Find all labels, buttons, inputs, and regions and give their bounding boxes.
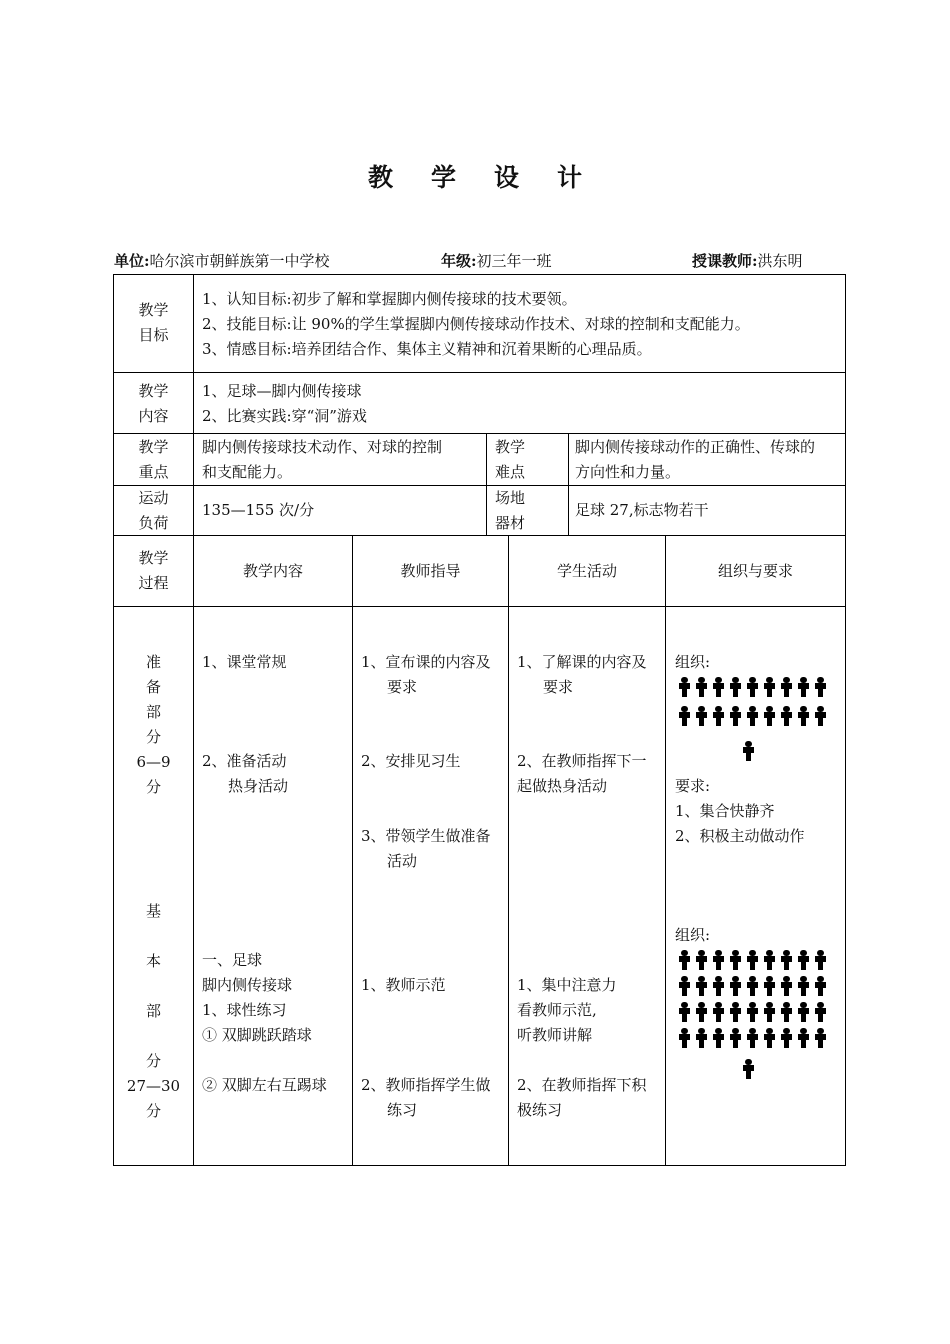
prep-teacher-3a: 3、带领学生做准备: [361, 827, 491, 845]
process-label-1: 教学: [138, 549, 169, 567]
header-student-activity: 学生活动: [556, 562, 617, 580]
basic-side-label: 27—30: [126, 1077, 181, 1095]
load-value: 135—155 次/分: [202, 501, 315, 519]
student-figure-icon: [695, 950, 708, 970]
student-figure-icon: [814, 706, 827, 726]
row-divider: [114, 606, 845, 607]
basic-student-2b: 极练习: [517, 1101, 563, 1119]
teacher-label: 授课教师:: [692, 252, 758, 270]
prep-side-label: 分: [145, 778, 161, 796]
key-label-1: 教学: [138, 438, 169, 456]
content-item: 1、足球—脚内侧传接球: [202, 382, 362, 400]
formation-row: [678, 976, 831, 996]
formation-row: [678, 950, 831, 970]
difficulty-text-1: 脚内侧传接球动作的正确性、传球的: [575, 438, 816, 456]
student-figure-icon: [729, 706, 742, 726]
basic-side-label: 本: [145, 952, 161, 970]
student-figure-icon: [780, 1002, 793, 1022]
student-figure-icon: [780, 950, 793, 970]
basic-content-2: 脚内侧传接球: [202, 976, 293, 994]
student-figure-icon: [712, 976, 725, 996]
teacher-position: [742, 1059, 759, 1079]
student-figure-icon: [780, 976, 793, 996]
student-figure-icon: [729, 976, 742, 996]
basic-student-1a: 1、集中注意力: [517, 976, 617, 994]
objectives-label-1: 教学: [138, 301, 169, 319]
prep-teacher-2: 2、安排见习生: [361, 752, 461, 770]
teacher-position: [742, 741, 759, 761]
student-figure-icon: [814, 976, 827, 996]
teacher-info: [692, 250, 803, 271]
student-figure-icon: [695, 976, 708, 996]
prep-req-2: 2、积极主动做动作: [675, 827, 805, 845]
student-figure-icon: [712, 706, 725, 726]
prep-side-label: 6—9: [136, 753, 171, 771]
column-divider: [486, 433, 487, 535]
formation-row: [678, 1002, 831, 1022]
objectives-label-2: 目标: [138, 326, 169, 344]
objective-item: 2、技能目标:让 90%的学生掌握脚内侧传接球动作技术、对球的控制和支配能力。: [202, 315, 750, 333]
unit-value: 哈尔滨市朝鲜族第一中学校: [149, 252, 330, 270]
student-figure-icon: [712, 1002, 725, 1022]
student-figure-icon: [746, 1002, 759, 1022]
prep-student-2a: 2、在教师指挥下一: [517, 752, 647, 770]
difficulty-label-2: 难点: [495, 463, 526, 481]
grade-value: 初三年一班: [476, 252, 552, 270]
prep-teacher-1a: 1、宣布课的内容及: [361, 653, 491, 671]
column-divider: [665, 535, 666, 1165]
student-figure-icon: [746, 950, 759, 970]
key-text-2: 和支配能力。: [202, 463, 293, 481]
header-organization: 组织与要求: [717, 562, 793, 580]
key-text-1: 脚内侧传接球技术动作、对球的控制: [202, 438, 443, 456]
prep-req-1: 1、集合快静齐: [675, 802, 775, 820]
student-figure-icon: [797, 706, 810, 726]
prep-side-label: 备: [145, 678, 161, 696]
page-title: 教学设计: [367, 163, 620, 192]
difficulty-text-2: 方向性和力量。: [575, 463, 681, 481]
student-figure-icon: [746, 706, 759, 726]
basic-side-label: 分: [145, 1102, 161, 1120]
student-figure-icon: [695, 706, 708, 726]
column-divider: [352, 535, 353, 1165]
column-divider: [568, 433, 569, 535]
teacher-figure-icon: [742, 1059, 755, 1079]
student-figure-icon: [797, 950, 810, 970]
prep-student-1b: 要求: [543, 678, 574, 696]
student-figure-icon: [780, 706, 793, 726]
student-figure-icon: [763, 706, 776, 726]
student-figure-icon: [746, 1028, 759, 1048]
basic-side-label: 部: [145, 1002, 161, 1020]
student-figure-icon: [814, 1002, 827, 1022]
student-figure-icon: [763, 1002, 776, 1022]
lesson-plan-table: [113, 274, 846, 1166]
row-divider: [114, 372, 845, 373]
prep-org-label: 组织:: [675, 653, 711, 671]
prep-teacher-1b: 要求: [387, 678, 418, 696]
unit-info: [114, 250, 330, 271]
student-figure-icon: [814, 677, 827, 697]
process-label-2: 过程: [138, 574, 169, 592]
student-figure-icon: [746, 976, 759, 996]
student-figure-icon: [678, 1002, 691, 1022]
objective-item: 1、认知目标:初步了解和掌握脚内侧传接球的技术要领。: [202, 290, 577, 308]
column-divider: [508, 535, 509, 1165]
prep-side-label: 准: [145, 653, 161, 671]
student-figure-icon: [763, 976, 776, 996]
basic-teacher-1: 1、教师示范: [361, 976, 446, 994]
basic-student-1b: 看教师示范,: [517, 1001, 597, 1019]
venue-label-1: 场地: [495, 489, 526, 507]
prep-side-label: 部: [145, 703, 161, 721]
formation-row: [678, 706, 831, 726]
key-label-2: 重点: [138, 463, 169, 481]
student-figure-icon: [729, 1002, 742, 1022]
student-figure-icon: [729, 1028, 742, 1048]
student-figure-icon: [695, 1002, 708, 1022]
student-figure-icon: [814, 950, 827, 970]
student-figure-icon: [678, 950, 691, 970]
student-figure-icon: [746, 677, 759, 697]
content-item: 2、比赛实践:穿“洞”游戏: [202, 407, 367, 425]
student-figure-icon: [797, 1002, 810, 1022]
basic-student-2a: 2、在教师指挥下积: [517, 1076, 647, 1094]
load-label-2: 负荷: [138, 514, 169, 532]
formation-row: [678, 1028, 831, 1048]
prep-content-2a: 2、准备活动: [202, 752, 287, 770]
unit-label: 单位:: [114, 252, 150, 270]
basic-teacher-2b: 练习: [387, 1101, 418, 1119]
basic-content-3: 1、球性练习: [202, 1001, 287, 1019]
prep-side-label: 分: [145, 728, 161, 746]
student-figure-icon: [797, 976, 810, 996]
student-figure-icon: [763, 1028, 776, 1048]
student-figure-icon: [712, 1028, 725, 1048]
student-figure-icon: [712, 677, 725, 697]
student-figure-icon: [814, 1028, 827, 1048]
load-label-1: 运动: [138, 489, 169, 507]
teacher-figure-icon: [742, 741, 755, 761]
row-divider: [114, 535, 845, 536]
teacher-value: 洪东明: [757, 252, 803, 270]
student-figure-icon: [678, 677, 691, 697]
basic-side-label: 分: [145, 1052, 161, 1070]
student-figure-icon: [780, 1028, 793, 1048]
objective-item: 3、情感目标:培养团结合作、集体主义精神和沉着果断的心理品质。: [202, 340, 652, 358]
prep-content-2b: 热身活动: [228, 777, 289, 795]
basic-content-4: ① 双脚跳跃踏球: [202, 1026, 312, 1044]
prep-req-label: 要求:: [675, 777, 711, 795]
basic-content-5: ② 双脚左右互踢球: [202, 1076, 327, 1094]
student-figure-icon: [729, 950, 742, 970]
student-figure-icon: [678, 976, 691, 996]
prep-student-2b: 起做热身活动: [517, 777, 608, 795]
student-figure-icon: [763, 950, 776, 970]
student-figure-icon: [797, 677, 810, 697]
basic-content-1: 一、足球: [202, 951, 263, 969]
venue-label-2: 器材: [495, 514, 526, 532]
header-teaching-content: 教学内容: [242, 562, 303, 580]
grade-info: [441, 250, 552, 271]
column-divider: [193, 275, 194, 1165]
prep-content-1: 1、课堂常规: [202, 653, 287, 671]
student-figure-icon: [712, 950, 725, 970]
venue-value: 足球 27,标志物若干: [575, 501, 709, 519]
header-info: [114, 250, 846, 272]
student-figure-icon: [797, 1028, 810, 1048]
row-divider: [114, 433, 845, 434]
row-divider: [114, 485, 845, 486]
grade-label: 年级:: [441, 252, 477, 270]
student-figure-icon: [695, 1028, 708, 1048]
header-teacher-guidance: 教师指导: [400, 562, 461, 580]
basic-side-label: 基: [145, 902, 161, 920]
student-figure-icon: [763, 677, 776, 697]
prep-teacher-3b: 活动: [387, 852, 418, 870]
basic-teacher-2a: 2、教师指挥学生做: [361, 1076, 491, 1094]
formation-row: [678, 677, 831, 697]
content-label-2: 内容: [138, 407, 169, 425]
student-figure-icon: [729, 677, 742, 697]
basic-student-1c: 听教师讲解: [517, 1026, 593, 1044]
student-figure-icon: [780, 677, 793, 697]
difficulty-label-1: 教学: [495, 438, 526, 456]
student-figure-icon: [695, 677, 708, 697]
content-label-1: 教学: [138, 382, 169, 400]
basic-org-label: 组织:: [675, 926, 711, 944]
prep-student-1a: 1、了解课的内容及: [517, 653, 647, 671]
student-figure-icon: [678, 1028, 691, 1048]
student-figure-icon: [678, 706, 691, 726]
